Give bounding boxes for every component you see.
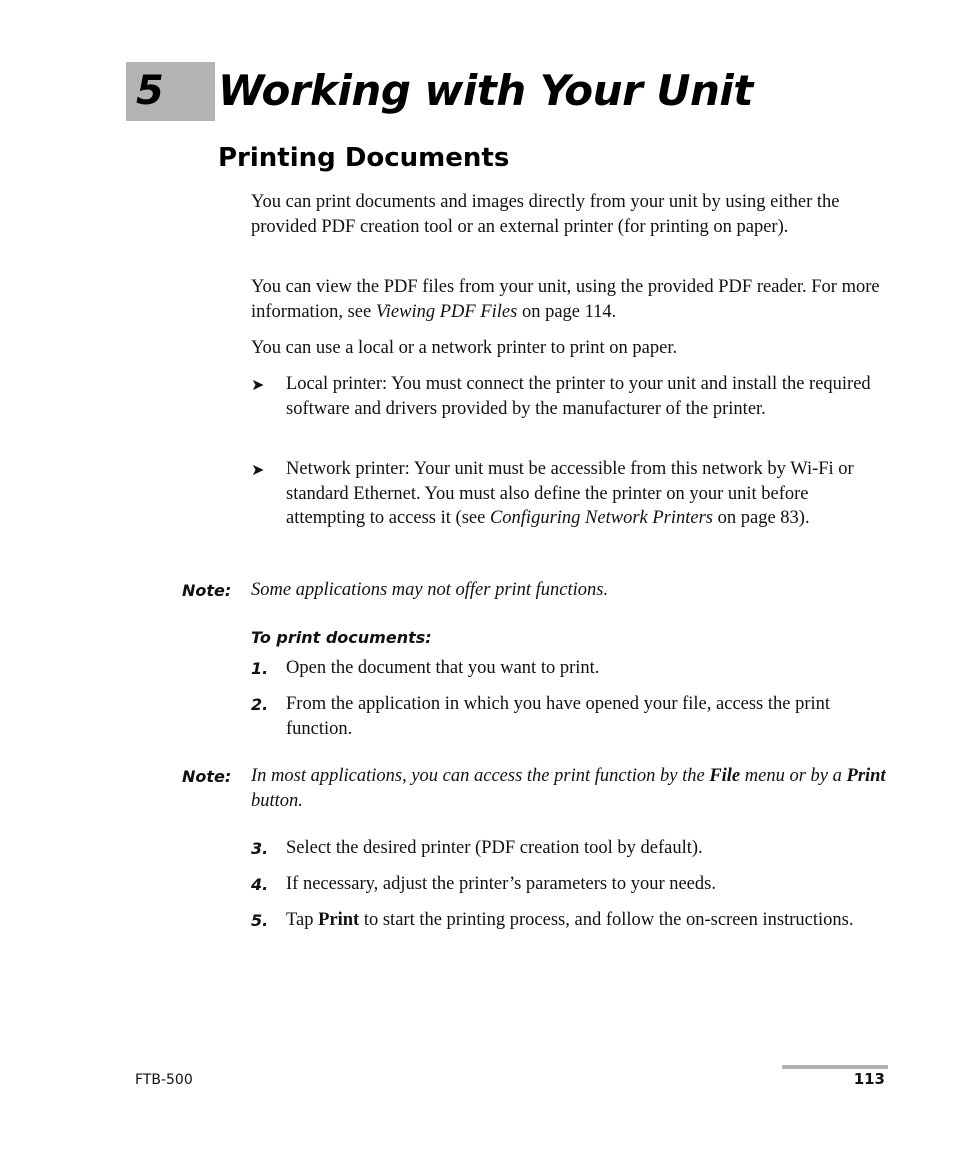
step-text-part: Tap [286,910,319,930]
bullet-network-printer-page: on page 83). [713,508,810,528]
step-item [251,908,891,933]
intro-paragraph-2 [251,275,891,324]
note-text-part: button. [251,790,303,811]
step-item [251,836,891,861]
print-command-name: Print [318,910,360,930]
configuring-network-printers-reference: Configuring Network Printers [489,508,713,528]
step-item [251,656,891,681]
step-item [251,872,891,897]
note-label: Note: [182,767,232,786]
intro-paragraph-2-page: on page 114. [517,301,617,322]
step-number: 3. [251,839,269,858]
intro-paragraph-3: You can use a local or a network printer to print on paper. [251,338,678,358]
procedure-heading: To print documents: [251,628,432,647]
bullet-network-printer [251,457,891,531]
intro-paragraph-1: You can print documents and images directly from your unit by using either the provided PDF creation tool or an external printer (for printing on paper). [251,192,840,237]
bullet-local-printer-text: Local printer: You must connect the printer to your unit and install the required software and drivers provided by the manufacturer of the printer. [286,374,871,419]
viewing-pdf-files-reference: Viewing PDF Files [375,301,518,322]
section-title: Printing Documents [218,143,510,173]
step-text: From the application in which you have opened your file, access the print function. [286,694,831,739]
note-text [251,764,891,813]
note-text-part: menu or by a [740,766,847,786]
print-button-name: Print [846,766,886,786]
note-text: Some applications may not offer print functions. [251,580,609,600]
arrow-bullet-icon: ➤ [251,460,265,479]
bullet-local-printer [251,372,891,421]
step-number: 2. [251,695,269,714]
step-number: 1. [251,659,269,678]
step-text: If necessary, adjust the printer’s parameters to your needs. [286,874,716,894]
step-text [286,908,886,933]
note-label: Note: [182,581,232,600]
step-number: 5. [251,911,269,930]
bullet-network-printer-text [286,457,886,531]
step-item [251,692,891,741]
step-text: Select the desired printer (PDF creation tool by default). [286,838,703,858]
footer-product-name: FTB-500 [135,1072,193,1088]
intro-paragraph-2-text: You can view the PDF files from your unit, using the provided PDF reader. For more information, see [251,277,880,322]
bullet-network-printer-body: Network printer: Your unit must be accessible from this network by Wi-Fi or standard Ethernet. You must also define the printer on your unit before attempting to access it (see [286,459,854,528]
chapter-number: 5 [136,68,164,114]
note-text-part: In most applications, you can access the print function by the [251,766,710,786]
step-text: Open the document that you want to print. [286,658,600,678]
arrow-bullet-icon: ➤ [251,375,265,394]
page-number: 113 [853,1070,885,1088]
file-menu-name: File [709,766,741,786]
step-text-part: to start the printing process, and follow the on-screen instructions. [359,910,854,930]
chapter-title: Working with Your Unit [218,66,753,115]
step-number: 4. [251,875,269,894]
